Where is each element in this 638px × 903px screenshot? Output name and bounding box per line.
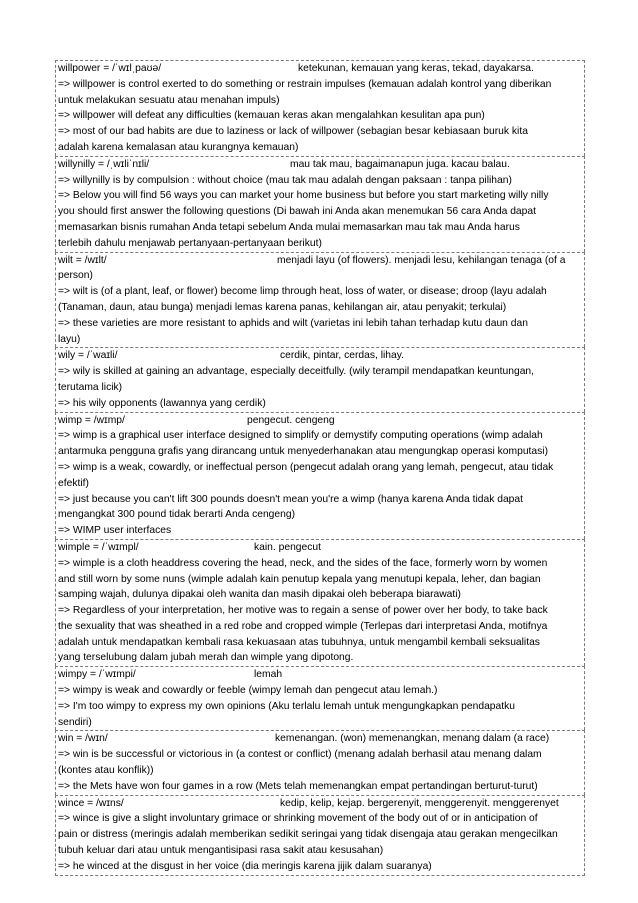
example-continuation: efektif): [58, 477, 89, 489]
example-line: => I'm too wimpy to express my own opinions (Aku terlalu lemah untuk mengungkapkan pendapatku: [58, 700, 515, 712]
word-pronunciation: wimple = /ˈwɪmpl/: [58, 541, 139, 553]
indonesian-meaning: mau tak mau, bagaimanapun juga. kacau balau.: [290, 158, 510, 170]
word-pronunciation: wimpy = /ˈwɪmpi/: [58, 669, 136, 681]
example-continuation: tubuh keluar dari atau untuk mengantisipasi rasa sakit atau kesusahan): [58, 845, 384, 857]
indonesian-meaning: kain. pengecut: [254, 541, 321, 553]
indonesian-meaning: pengecut. cengeng: [247, 414, 335, 426]
example-line: => WIMP user interfaces: [58, 525, 172, 537]
example-continuation: and still worn by some nuns (wimple adalah kain penutup kepala yang menutupi kepala, leher, dan bagian: [58, 573, 541, 585]
example-line: => he winced at the disgust in her voice (dia meringis karena jijik dalam suaranya): [58, 860, 432, 872]
entry-headline: [58, 540, 582, 556]
example-line: => wimp is a weak, cowardly, or ineffectual person (pengecut adalah orang yang lemah, pengecut, atau tidak: [58, 461, 554, 473]
indonesian-meaning: cerdik, pintar, cerdas, lihay.: [280, 350, 404, 362]
example-continuation: the sexuality that was sheathed in a red robe and cropped wimple (Terlepas dari interpretasi Anda, motifnya: [58, 620, 548, 632]
example-continuation: (Tanaman, daun, atau bunga) menjadi lemas karena panas, kehilangan air, atau penyakit; terkulai): [58, 301, 507, 313]
example-line: => the Mets have won four games in a row (Mets telah memenangkan empat pertandingan berturut-turut): [58, 780, 538, 792]
vocabulary-list: [55, 60, 585, 876]
example-line: => willynilly is by compulsion : without choice (mau tak mau adalah dengan paksaan : tanpa pilihan): [58, 174, 512, 186]
example-continuation: samping wajah, dulunya dipakai oleh wanita dan masih dipakai oleh beberapa biarawati): [58, 589, 461, 601]
vocab-entry: [55, 252, 585, 348]
vocab-entry: [55, 60, 585, 156]
example-line: => willpower will defeat any difficulties (kemauan keras akan mengalahkan kesulitan apa pun): [58, 110, 485, 122]
entry-headline: [58, 796, 582, 812]
example-continuation: terutama licik): [58, 381, 123, 393]
example-continuation: yang terselubung dalam jubah merah dan wimple yang dipotong.: [58, 652, 354, 664]
example-continuation: adalah karena kemalasan atau kurangnya kemauan): [58, 141, 299, 153]
entry-headline: [58, 731, 582, 747]
vocab-entry: [55, 730, 585, 794]
example-continuation: memasarkan bisnis rumahan Anda tetapi sebelum Anda mulai memasarkan mau tak mau Anda harus: [58, 221, 520, 233]
word-pronunciation: wimp = /wɪmp/: [58, 414, 125, 426]
example-line: => Regardless of your interpretation, her motive was to regain a sense of power over her body, to take back: [58, 605, 548, 617]
example-line: => most of our bad habits are due to laziness or lack of willpower (sebagian besar kebiasaan buruk kita: [58, 126, 528, 138]
example-line: => just because you can't lift 300 pounds doesn't mean you're a wimp (hanya karena Anda tidak dapat: [58, 493, 523, 505]
example-line: => wily is skilled at gaining an advantage, especially deceitfully. (wily terampil mendapatkan keuntungan,: [58, 366, 535, 378]
example-continuation: antarmuka pengguna grafis yang dirancang untuk menyederhanakan atau mengungkap operasi komputasi): [58, 446, 548, 458]
example-continuation: untuk melakukan sesuatu atau menahan impuls): [58, 94, 280, 106]
indonesian-meaning: lemah: [254, 669, 283, 681]
example-continuation: layu): [58, 333, 81, 345]
word-pronunciation: win = /wɪn/: [58, 733, 108, 745]
example-line: => wimp is a graphical user interface designed to simplify or demystify computing operations (wimp adalah: [58, 430, 543, 442]
vocab-entry: [55, 666, 585, 730]
example-line: => wilt is (of a plant, leaf, or flower) become limp through heat, loss of water, or disease; droop (layu adalah: [58, 286, 547, 298]
example-line: => his wily opponents (lawannya yang cerdik): [58, 397, 266, 409]
example-line: => willpower is control exerted to do something or restrain impulses (kemauan adalah kontrol yang diberikan: [58, 78, 552, 90]
vocab-entry: [55, 347, 585, 411]
example-continuation: mengangkat 300 pound tidak berarti Anda cengeng): [58, 509, 296, 521]
vocab-entry: [55, 539, 585, 666]
entry-headline: [58, 157, 582, 173]
word-pronunciation: wince = /wɪns/: [58, 797, 124, 809]
vocab-entry: [55, 156, 585, 252]
word-pronunciation: willynilly = /ˌwɪliˈnɪli/: [58, 158, 150, 170]
example-continuation: pain or distress (meringis adalah memberikan sedikit seringai yang tidak disengaja atau gerakan mengecilkan: [58, 829, 558, 841]
example-continuation: you should first answer the following questions (Di bawah ini Anda akan menemukan 56 cara Anda dapat: [58, 206, 536, 218]
example-line: => win is be successful or victorious in (a contest or conflict) (menang adalah berhasil atau menang dalam: [58, 749, 542, 761]
word-pronunciation: wily = /ˈwaɪli/: [58, 350, 118, 362]
example-line: => these varieties are more resistant to aphids and wilt (varietas ini lebih tahan terhadap kutu daun dan: [58, 317, 528, 329]
indonesian-meaning: menjadi layu (of flowers). menjadi lesu, kehilangan tenaga (of a: [277, 254, 566, 266]
example-continuation: (kontes atau konflik)): [58, 765, 154, 777]
indonesian-meaning: kemenangan. (won) memenangkan, menang dalam (a race): [275, 733, 550, 745]
example-line: => wimpy is weak and cowardly or feeble (wimpy lemah dan pengecut atau lemah.): [58, 685, 438, 697]
example-line: => wimple is a cloth headdress covering the head, neck, and the sides of the face, formerly worn by women: [58, 557, 548, 569]
example-continuation: adalah untuk mendapatkan kembali rasa kekuasaan atas tubuhnya, untuk mengambil kembali seksualitas: [58, 636, 540, 648]
vocab-entry: [55, 795, 585, 876]
example-line: => Below you will find 56 ways you can market your home business but before you start marketing willy nilly: [58, 190, 549, 202]
example-continuation: terlebih dahulu menjawab pertanyaan-pertanyaan berikut): [58, 237, 322, 249]
vocab-entry: [55, 412, 585, 539]
example-continuation: sendiri): [58, 716, 92, 728]
entry-headline: [58, 61, 582, 77]
entry-headline: [58, 667, 582, 683]
indonesian-meaning: ketekunan, kemauan yang keras, tekad, dayakarsa.: [298, 63, 534, 74]
entry-headline: [58, 413, 582, 429]
word-pronunciation: willpower = /ˈwɪlˌpaʊə/: [58, 63, 162, 74]
example-line: => wince is give a slight involuntary grimace or shrinking movement of the body out of or in anticipation of: [58, 813, 538, 825]
indonesian-meaning: kedip, kelip, kejap. bergerenyit, menggerenyit. menggerenyet: [280, 797, 559, 809]
entry-headline: [58, 348, 582, 364]
entry-headline: [58, 253, 582, 269]
word-pronunciation: wilt = /wɪlt/: [58, 254, 107, 266]
meaning-continuation: person): [58, 270, 93, 282]
